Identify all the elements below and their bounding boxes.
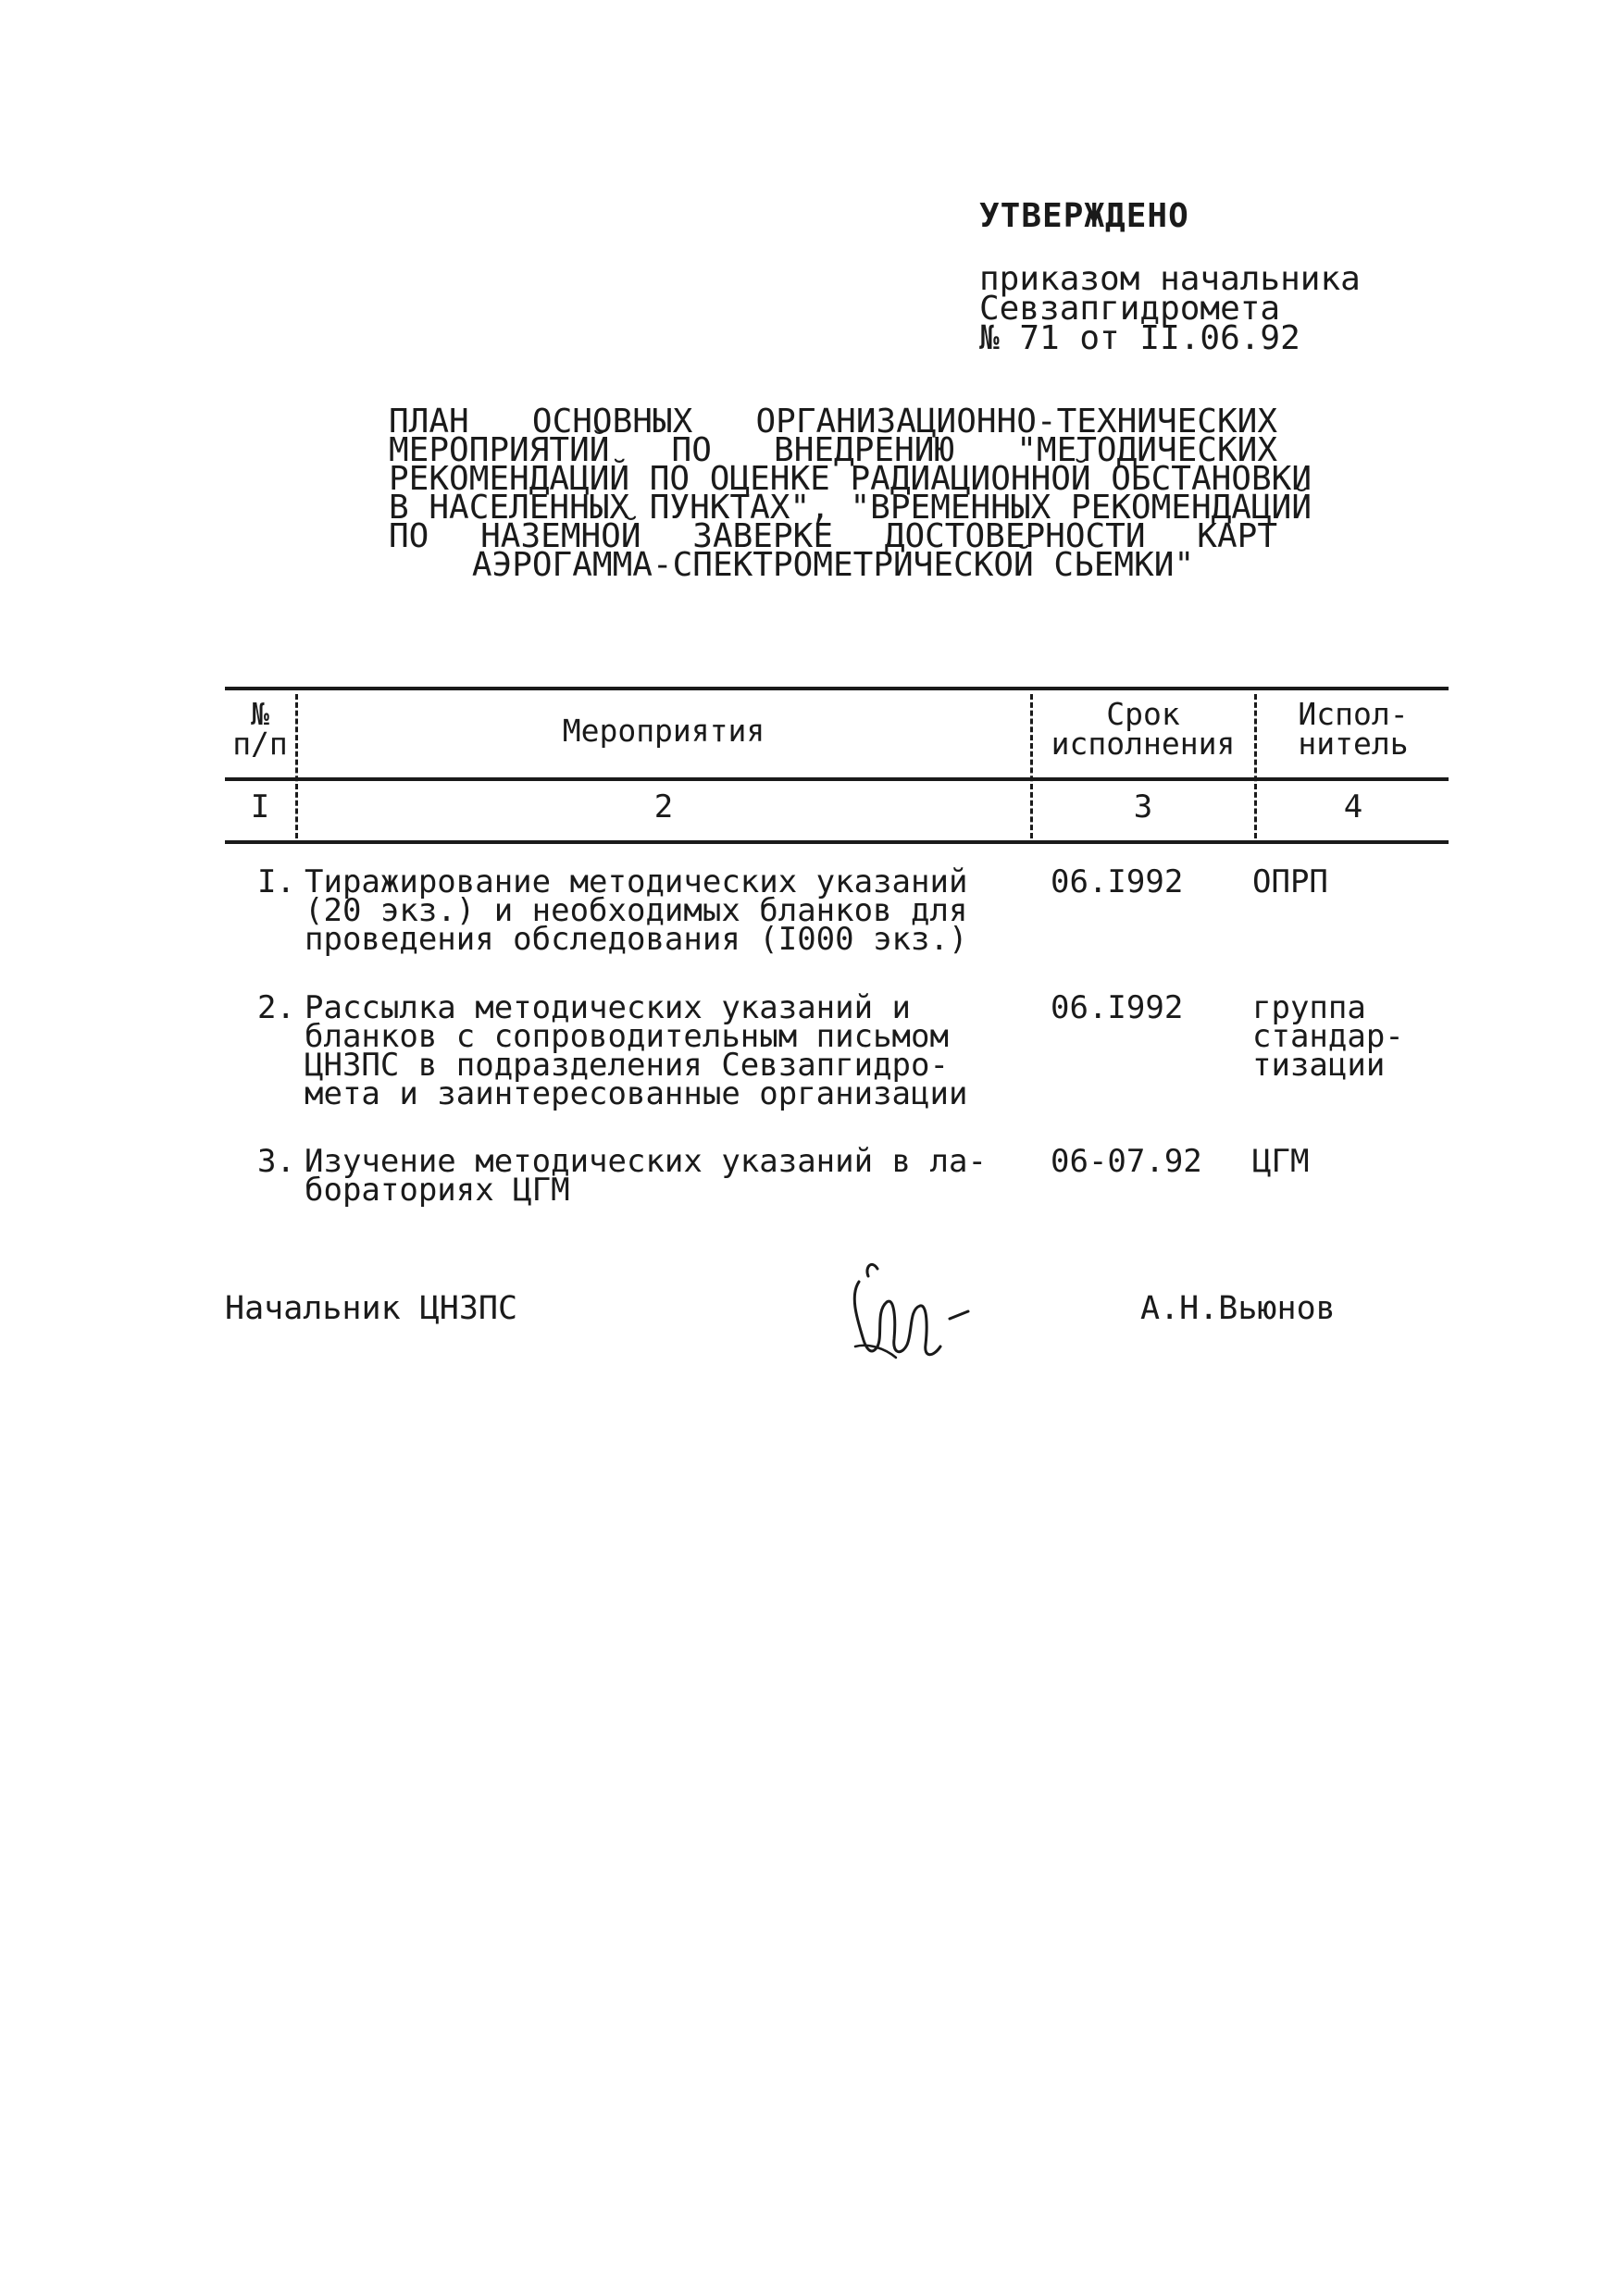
row-deadline: 06.I992 xyxy=(1051,989,1184,1026)
executor-line: ОПРП xyxy=(1252,863,1328,900)
header-executor-top: Испол- xyxy=(1298,696,1409,732)
row-activity xyxy=(305,989,1008,1112)
column-number: 4 xyxy=(1343,788,1363,825)
header-activity: Мероприятия xyxy=(562,713,765,749)
row-activity xyxy=(305,1143,1008,1209)
activity-line: Изучение методических указаний в ла- xyxy=(305,1143,987,1180)
header-deadline-bottom: исполнения xyxy=(1051,726,1236,762)
executor-line: группа xyxy=(1252,989,1366,1026)
activity-line: ЦНЗПС в подразделения Севзапгидро- xyxy=(305,1047,949,1084)
executor-line: ЦГМ xyxy=(1252,1143,1310,1180)
activity-line: мета и заинтересованные организации xyxy=(305,1075,968,1112)
signatory-name: А.Н.Вьюнов xyxy=(1140,1290,1336,1327)
handwritten-signature xyxy=(840,1254,979,1365)
table-header-rule xyxy=(225,777,1449,781)
column-number: 3 xyxy=(1133,788,1153,825)
title-line: ПО НАЗЕМНОЙ ЗАВЕРКЕ ДОСТОВЕРНОСТИ КАРТ xyxy=(389,517,1277,555)
title-line: АЭРОГАММА-СПЕКТРОМЕТРИЧЕСКОЙ СЬЕМКИ" xyxy=(471,546,1195,584)
approval-stamp: УТВЕРЖДЕНО xyxy=(979,197,1189,235)
title-line: ПЛАН ОСНОВНЫХ ОРГАНИЗАЦИОННО-ТЕХНИЧЕСКИХ xyxy=(389,403,1277,441)
approval-block xyxy=(979,197,1498,357)
document-title xyxy=(389,403,1312,584)
approval-line: № 71 от II.06.92 xyxy=(979,319,1300,357)
row-deadline: 06.I992 xyxy=(1051,863,1184,900)
row-index: I. xyxy=(257,863,295,900)
header-executor xyxy=(1258,696,1449,762)
row-executor xyxy=(1252,1143,1447,1180)
header-number-top: № xyxy=(251,696,269,732)
header-deadline-top: Срок xyxy=(1106,696,1180,732)
signatory-role: Начальник ЦНЗПС xyxy=(225,1290,518,1327)
column-number: 2 xyxy=(653,788,674,825)
activity-line: Тиражирование методических указаний xyxy=(305,863,968,900)
row-index: 2. xyxy=(257,989,295,1026)
title-line: В НАСЕЛЕННЫХ ПУНКТАХ", "ВРЕМЕННЫХ РЕКОМЕНДАЦИЙ xyxy=(389,489,1312,527)
title-line: РЕКОМЕНДАЦИЙ ПО ОЦЕНКЕ РАДИАЦИОННОЙ ОБСТАНОВКИ xyxy=(389,460,1312,498)
row-activity xyxy=(305,863,1008,958)
approval-line: приказом начальника xyxy=(979,260,1361,298)
row-executor xyxy=(1252,863,1447,900)
activity-line: (20 экз.) и необходимых бланков для xyxy=(305,892,968,929)
activity-line: проведения обследования (I000 экз.) xyxy=(305,921,968,958)
column-separator xyxy=(1030,694,1033,838)
header-executor-bottom: нитель xyxy=(1298,726,1409,762)
row-deadline: 06-07.92 xyxy=(1051,1143,1202,1180)
approval-line: Севзапгидромета xyxy=(979,290,1281,328)
activity-line: бораториях ЦГМ xyxy=(305,1172,570,1209)
activity-line: Рассылка методических указаний и xyxy=(305,989,912,1026)
executor-line: стандар- xyxy=(1252,1018,1404,1055)
column-number: I xyxy=(250,788,270,825)
row-executor xyxy=(1252,989,1447,1084)
table-top-rule xyxy=(225,687,1449,690)
header-deadline xyxy=(1034,696,1252,762)
title-line: МЕРОПРИЯТИЙ ПО ВНЕДРЕНИЮ "МЕТОДИЧЕСКИХ xyxy=(389,431,1277,469)
column-separator xyxy=(295,694,298,838)
row-index: 3. xyxy=(257,1143,295,1180)
column-separator xyxy=(1254,694,1257,838)
table-numbers-rule xyxy=(225,840,1449,844)
header-number-bottom: п/п xyxy=(232,726,288,762)
executor-line: тизации xyxy=(1252,1047,1386,1084)
header-number xyxy=(225,696,295,762)
activity-line: бланков с сопроводительным письмом xyxy=(305,1018,949,1055)
